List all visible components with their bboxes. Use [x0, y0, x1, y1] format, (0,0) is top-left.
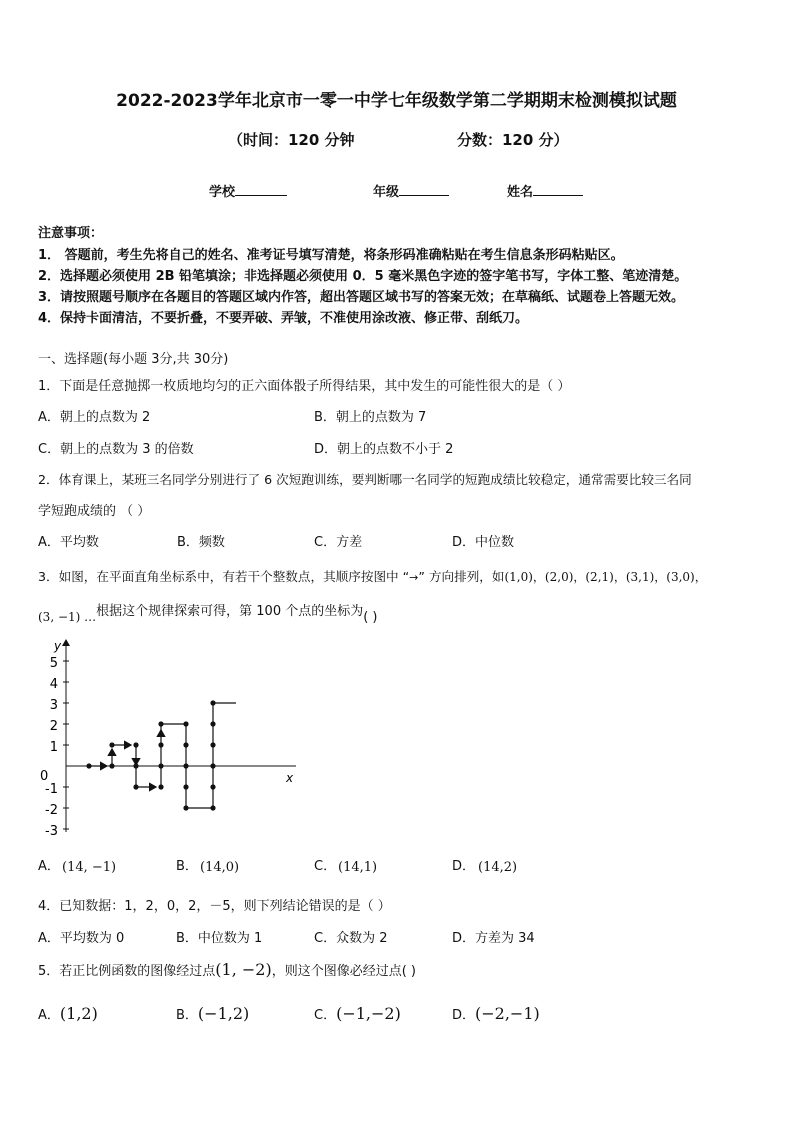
grade-label: 年级 — [373, 185, 400, 200]
q3-option-b-label: B． — [176, 859, 198, 874]
arrow-symbol: → — [409, 571, 419, 584]
notice-item: 1． 答题前，考生先将自己的姓名、准考证号填写清楚，将条形码准确粘贴在考生信息条形码粘贴区。 — [38, 248, 624, 263]
y-tick: -3 — [45, 824, 58, 839]
q2-option-b: B．频数 — [177, 535, 225, 550]
grade-blank — [399, 183, 449, 196]
notice-heading: 注意事项： — [38, 226, 104, 241]
q3-option-c: (14,1) — [338, 860, 378, 875]
notice-item: 4．保持卡面清洁，不要折叠，不要弄破、弄皱，不准使用涂改液、修正带、刮纸刀。 — [38, 311, 529, 326]
question-3-line2 — [38, 606, 378, 625]
q3-option-a: (14, −1) — [62, 860, 117, 875]
school-blank — [235, 183, 287, 196]
q1-option-a: A．朝上的点数为 2 — [38, 410, 151, 425]
q2-option-d: D．中位数 — [452, 535, 515, 550]
origin-label: 0 — [40, 769, 49, 784]
y-axis-label: y — [54, 639, 62, 653]
school-label: 学校 — [209, 185, 236, 200]
q3-points: (1,0)，(2,0)，(2,1)，(3,1)，(3,0)， — [504, 570, 707, 584]
grade-field — [373, 181, 449, 200]
school-field — [209, 181, 287, 200]
q5-option-a — [38, 1004, 98, 1023]
y-tick: -1 — [45, 782, 58, 797]
y-tick: -2 — [45, 803, 58, 818]
q5-option-b-label: B． — [176, 1008, 198, 1023]
q5-option-d-value: (−2,−1) — [475, 1004, 540, 1023]
name-label: 姓名 — [507, 185, 534, 200]
exam-score: 分数：120 分） — [457, 131, 569, 149]
q5-option-d — [452, 1004, 540, 1023]
q4-option-b: B．中位数为 1 — [176, 931, 263, 946]
x-axis-label: x — [286, 771, 294, 785]
y-tick: 2 — [49, 719, 58, 734]
q1-option-d: D．朝上的点数不小于 2 — [314, 442, 454, 457]
q3-text-a: 3．如图，在平面直角坐标系中，有若干个整数点，其顺序按图中 “ — [38, 569, 410, 584]
q1-option-b: B．朝上的点数为 7 — [314, 410, 427, 425]
q3-text-b: ” 方向排列，如 — [418, 569, 505, 584]
q4-option-d: D．方差为 34 — [452, 931, 535, 946]
q5-option-c-value: (−1,−2) — [336, 1004, 401, 1023]
notice-item: 3．请按照题号顺序在各题目的答题区域内作答，超出答题区域书写的答案无效；在草稿纸、试题卷上答题无效。 — [38, 290, 685, 305]
y-tick: 1 — [49, 740, 58, 755]
q5-option-b — [176, 1004, 249, 1023]
y-tick: 3 — [49, 698, 58, 713]
question-2-line1: 2．体育课上，某班三名同学分别进行了 6 次短跑训练，要判断哪一名同学的短跑成绩比较稳定，通常需要比较三名同 — [38, 472, 692, 487]
q3-option-c-label: C． — [314, 859, 337, 874]
q2-option-a: A．平均数 — [38, 535, 99, 550]
question-5-stem — [38, 960, 416, 979]
name-field — [507, 181, 583, 200]
q2-option-c: C．方差 — [314, 535, 363, 550]
name-blank — [533, 183, 583, 196]
question-1-stem: 1．下面是任意抛掷一枚质地均匀的正六面体骰子所得结果，其中发生的可能性很大的是（ ） — [38, 379, 571, 394]
y-tick: 5 — [49, 656, 58, 671]
page-title: 2022-2023学年北京市一零一中学七年级数学第二学期期末检测模拟试题 — [116, 91, 677, 111]
question-2-line2: 学短跑成绩的 （ ） — [38, 504, 151, 519]
q5-option-d-label: D． — [452, 1008, 476, 1023]
y-tick: 4 — [49, 677, 58, 692]
q3-point-last: (3, −1) … — [38, 610, 97, 624]
q1-option-c: C．朝上的点数为 3 的倍数 — [38, 442, 194, 457]
q3-option-d: (14,2) — [478, 860, 518, 875]
exam-time: （时间：120 分钟 — [228, 131, 355, 149]
q4-option-a: A．平均数为 0 — [38, 931, 125, 946]
q5-point: (1, −2) — [215, 960, 272, 979]
q5-option-a-value: (1,2) — [59, 1004, 98, 1023]
q3-option-b: (14,0) — [200, 860, 240, 875]
q3-text-c: 根据这个规律探索可得，第 100 个点的坐标为 — [96, 604, 364, 619]
coordinate-graph — [36, 636, 306, 846]
q3-option-a-label: A． — [38, 859, 60, 874]
notice-item: 2．选择题必须使用 2B 铅笔填涂；非选择题必须使用 0．5 毫米黑色字迹的签字笔书写，字体工整、笔迹清楚。 — [38, 269, 688, 284]
q5-text-a: 5．若正比例函数的图像经过点 — [38, 964, 216, 979]
q5-option-c — [314, 1004, 401, 1023]
question-4-stem: 4．已知数据：1，2，0，2，－5，则下列结论错误的是（ ） — [38, 899, 391, 914]
q5-option-c-label: C． — [314, 1008, 337, 1023]
q4-option-c: C．众数为 2 — [314, 931, 388, 946]
q3-paren: ( ) — [363, 610, 378, 625]
q5-option-b-value: (−1,2) — [197, 1004, 250, 1023]
section-heading: 一、选择题(每小题 3分,共 30分) — [38, 352, 229, 367]
question-3-line1 — [38, 566, 707, 585]
q3-option-d-label: D． — [452, 859, 476, 874]
q5-text-b: ，则这个图像必经过点( ) — [271, 964, 416, 979]
q5-option-a-label: A． — [38, 1008, 60, 1023]
